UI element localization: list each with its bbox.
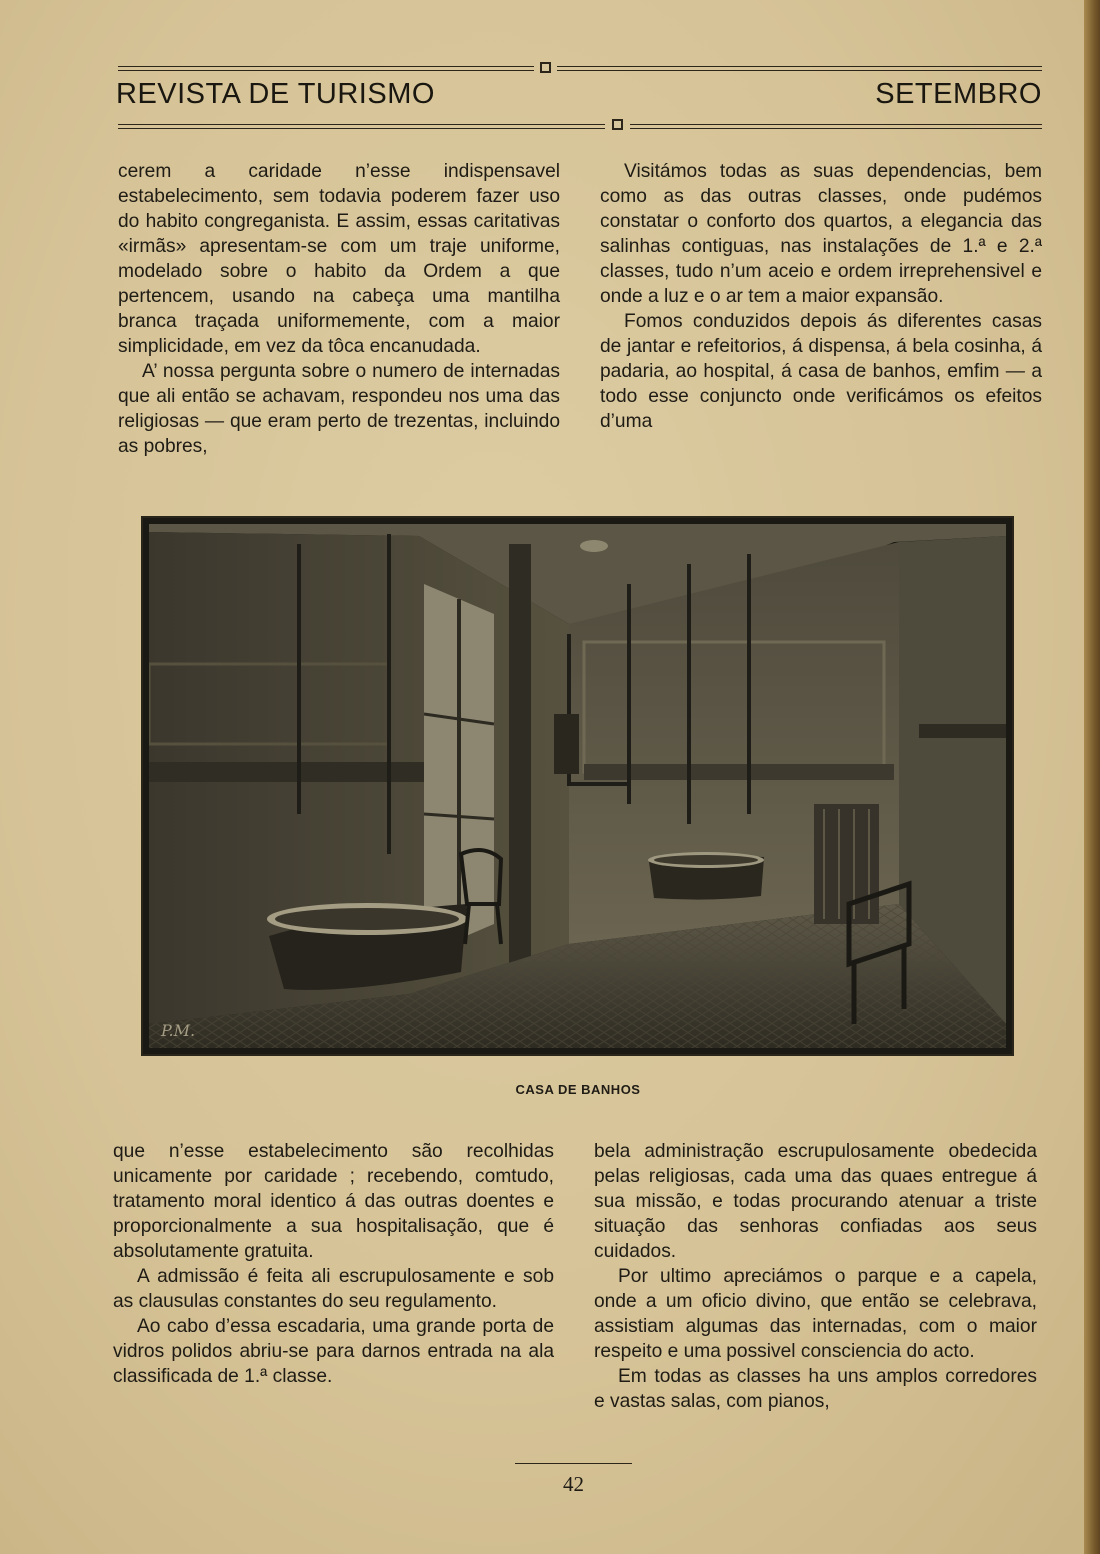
paragraph: que n’esse estabelecimento são recolhidas unicamente por caridade ; recebendo, comtudo, tratamento moral identico á das outras doentes e proporcionalmente a sua hospitalisação, que é absolutamente gratuita. <box>113 1141 554 1262</box>
ornament-square <box>540 62 551 73</box>
paragraph: A’ nossa pergunta sobre o numero de internadas que ali então se achavam, respondeu nos uma das religiosas — que eram perto de trezentas, incluindo as pobres, <box>118 361 560 457</box>
binding-edge <box>1084 0 1100 1554</box>
photo-caption: CASA DE BANHOS <box>515 1082 641 1097</box>
page-number: 42 <box>563 1472 584 1496</box>
bathtub <box>648 852 764 900</box>
paragraph: Fomos conduzidos depois ás diferentes casas de jantar e refeitorios, á dispensa, á bela cosinha, á padaria, ao hospital, á casa de banhos, emfim — a todo esse conjuncto onde verificámos os efeitos d’uma <box>600 311 1042 432</box>
decorative-frieze <box>149 762 424 782</box>
photographer-signature: P.M. <box>161 1021 196 1040</box>
paragraph: bela administração escrupulosamente obedecida pelas religiosas, cada uma das quaes entregue á sua missão, e todas procurando atenuar a triste situação das senhoras confiadas aos seus cuidados. <box>594 1141 1037 1262</box>
text-column-top-left <box>118 159 560 459</box>
text-column-top-right <box>600 159 1042 434</box>
header-rule-top <box>557 66 1042 71</box>
door-frame <box>509 544 531 964</box>
publication-title: REVISTA DE TURISMO <box>116 78 435 110</box>
paragraph: A admissão é feita ali escrupulosamente e sob as clausulas constantes do seu regulamento. <box>113 1266 554 1312</box>
text-column-bottom-left <box>113 1139 554 1389</box>
water-heater <box>554 714 579 774</box>
photo-illustration <box>149 524 1006 1048</box>
text-column-bottom-right <box>594 1139 1037 1414</box>
paragraph: Por ultimo apreciámos o parque e a capela, onde a um oficio divino, que então se celebrava, assistiam algumas das internadas, com o maior respeito e uma possivel consciencia do acto. <box>594 1266 1037 1362</box>
bathhouse-photograph <box>143 518 1012 1054</box>
header-rule-bottom <box>630 124 1042 129</box>
paragraph: Ao cabo d’essa escadaria, uma grande porta de vidros polidos abriu-se para darnos entrada na ala classificada de 1.ª classe. <box>113 1316 554 1387</box>
footer-rule <box>515 1463 632 1464</box>
header-rule-bottom <box>118 124 605 129</box>
ceiling-fixture <box>580 540 608 552</box>
paragraph: cerem a caridade n’esse indispensavel estabelecimento, sem todavia poderem fazer uso do habito congreganista. E assim, essas caritativas «irmãs» apresentam-se com um traje uniforme, modelado sobre o habito da Ordem a que pertencem, usando na cabeça uma mantilha branca traçada uniformemente, com a maior simplicidade, em vez da tôca encanudada. <box>118 161 560 357</box>
issue-month: SETEMBRO <box>875 78 1042 110</box>
ornament-square <box>612 119 623 130</box>
paragraph: Visitámos todas as suas dependencias, bem como as das outras classes, onde pudémos constatar o conforto dos quartos, a elegancia das salinhas contiguas, nas instalações de 1.ª e 2.ª classes, tudo n’um aceio e ordem irreprehensivel e onde a luz e o ar tem a maior expansão. <box>600 161 1042 307</box>
header-rule-top <box>118 66 534 71</box>
paragraph: Em todas as classes ha uns amplos corredores e vastas salas, com pianos, <box>594 1366 1037 1412</box>
